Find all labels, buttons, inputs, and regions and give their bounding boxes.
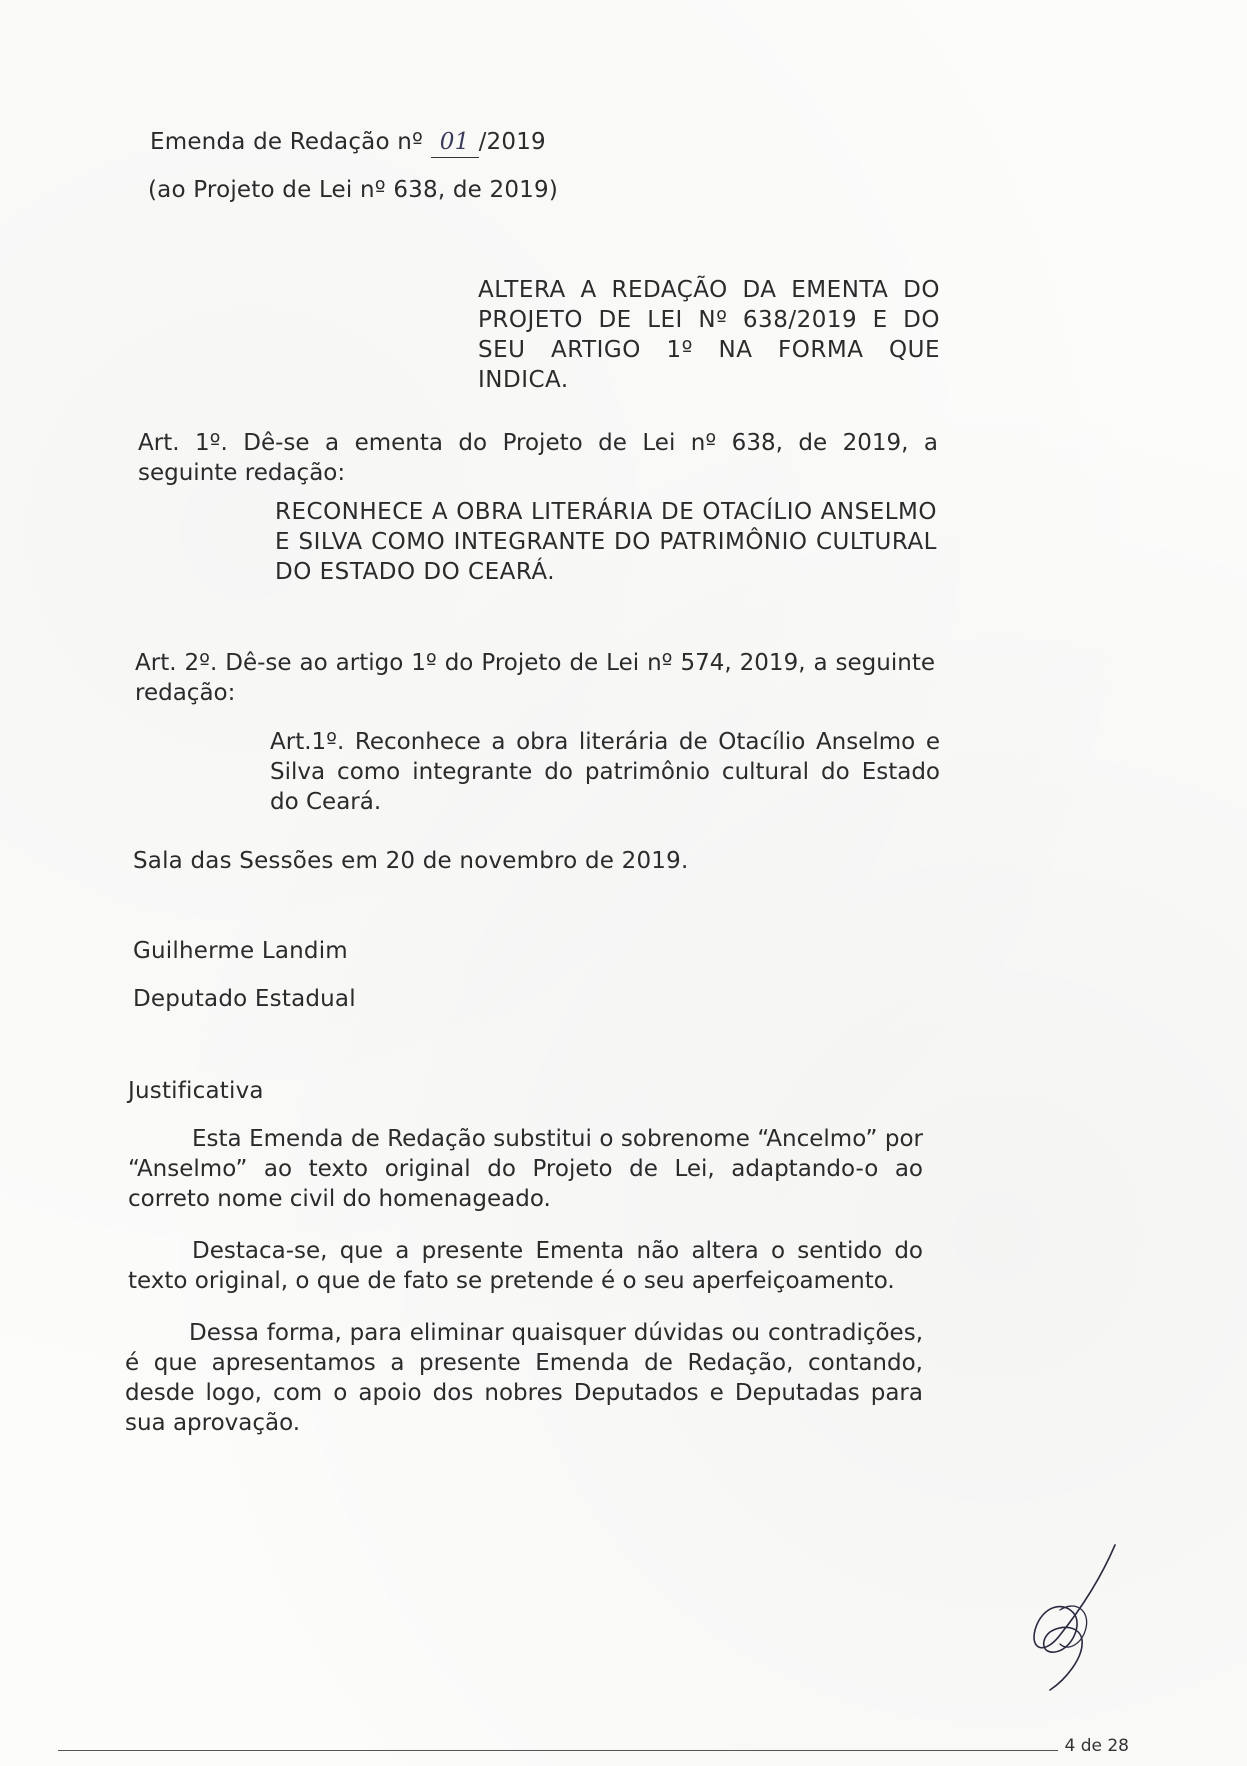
footer-rule [58, 1750, 1058, 1751]
title-suffix: /2019 [478, 129, 546, 155]
article-2-quote: Art.1º. Reconhece a obra literária de Otacílio Anselmo e Silva como integrante do patrimônio cultural do Estado do Ceará. [270, 729, 940, 815]
document-title [150, 127, 546, 158]
justificativa-paragraph-2: Destaca-se, que a presente Ementa não altera o sentido do texto original, o que de fato se pretende é o seu aperfeiçoamento. [128, 1238, 923, 1294]
place-date: Sala das Sessões em 20 de novembro de 2019. [133, 848, 689, 874]
page-number: 4 de 28 [1064, 1736, 1129, 1756]
justificativa-heading: Justificativa [128, 1078, 264, 1104]
justificativa-paragraph-3: Dessa forma, para eliminar quaisquer dúvidas ou contradições, é que apresentamos a presente Emenda de Redação, contando, desde logo, com o apoio dos nobres Deputados e Deputadas para sua aprovação. [125, 1320, 923, 1436]
ementa-block: ALTERA A REDAÇÃO DA EMENTA DO PROJETO DE LEI Nº 638/2019 E DO SEU ARTIGO 1º NA FORMA QUE INDICA. [478, 277, 940, 393]
document-subtitle: (ao Projeto de Lei nº 638, de 2019) [148, 177, 559, 203]
justificativa-paragraph-1: Esta Emenda de Redação substitui o sobrenome “Ancelmo” por “Anselmo” ao texto original do Projeto de Lei, adaptando-o ao correto nome civil do homenageado. [128, 1126, 923, 1212]
article-1-quote: RECONHECE A OBRA LITERÁRIA DE OTACÍLIO ANSELMO E SILVA COMO INTEGRANTE DO PATRIMÔNIO CULTURAL DO ESTADO DO CEARÁ. [275, 499, 937, 585]
article-1: Art. 1º. Dê-se a ementa do Projeto de Lei nº 638, de 2019, a seguinte redação: [138, 430, 938, 486]
author-name: Guilherme Landim [133, 938, 348, 964]
article-2: Art. 2º. Dê-se ao artigo 1º do Projeto de Lei nº 574, 2019, a seguinte redação: [135, 650, 935, 706]
handwritten-number: 01 [431, 127, 479, 158]
author-role: Deputado Estadual [133, 986, 356, 1012]
signature-initials [1020, 1540, 1130, 1700]
title-prefix: Emenda de Redação nº [150, 129, 424, 155]
